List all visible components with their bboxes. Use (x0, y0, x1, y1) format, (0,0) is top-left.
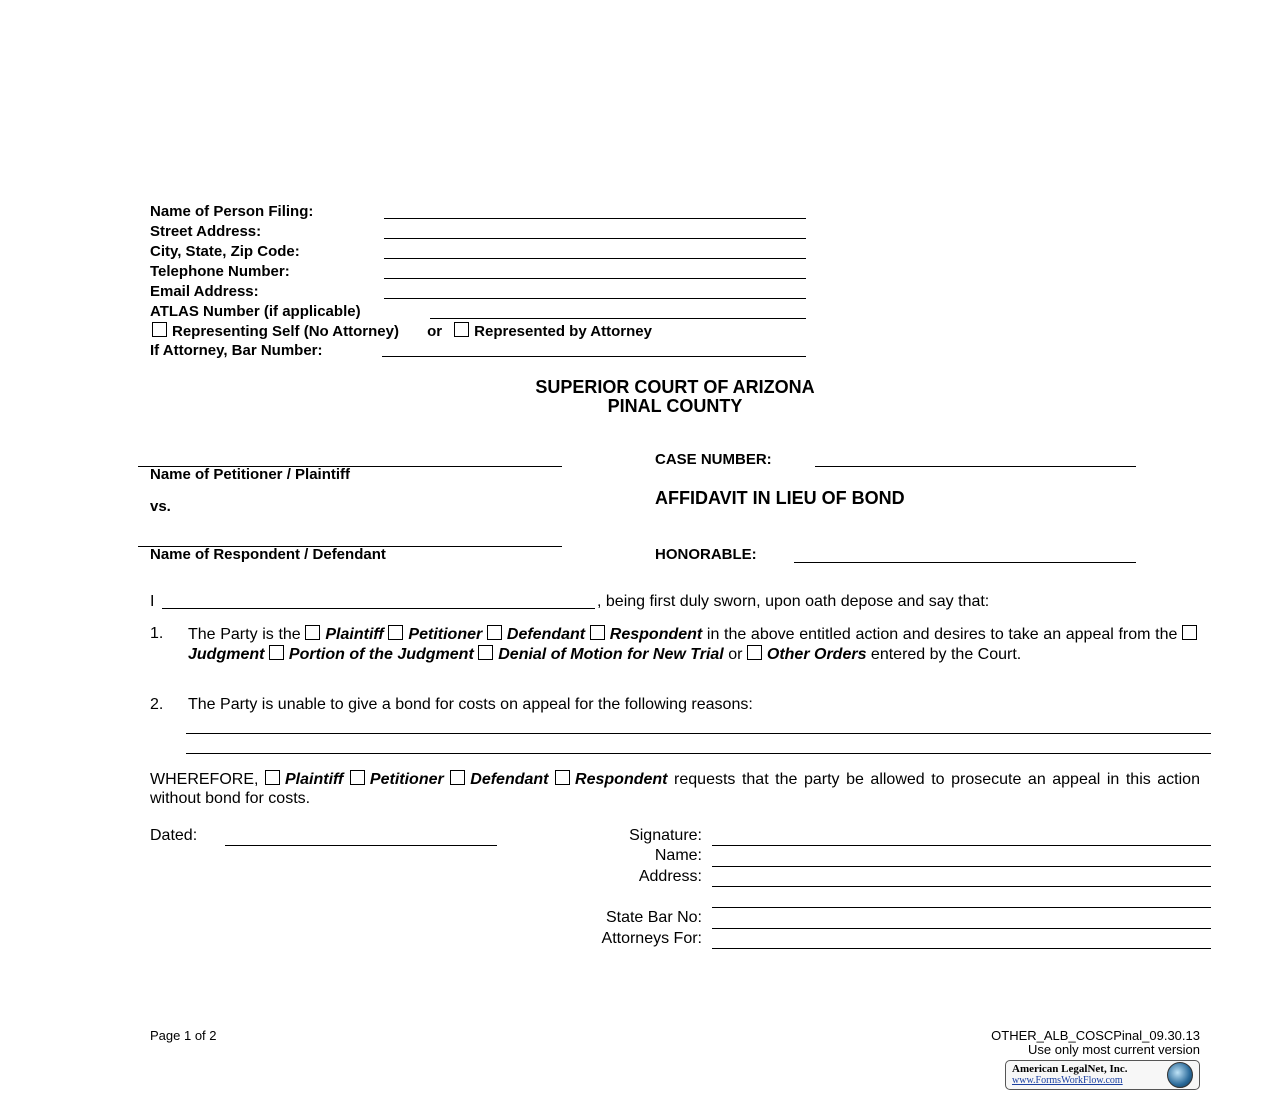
wherefore-petitioner-checkbox[interactable] (350, 770, 365, 785)
portion-judgment-label: Portion of the Judgment (288, 645, 474, 663)
page-number: Page 1 of 2 (150, 1028, 217, 1043)
wherefore-suffix: requests that the party be allowed to prosecute an appeal in this action without bond for costs. (150, 771, 1200, 807)
item-2-number: 2. (150, 696, 164, 713)
address-field-line-2[interactable] (712, 907, 1211, 908)
city-state-zip-label: City, State, Zip Code: (150, 243, 300, 260)
street-address-label: Street Address: (150, 223, 262, 240)
county-name: PINAL COUNTY (607, 396, 743, 416)
other-orders-label: Other Orders (766, 645, 867, 663)
wherefore-prefix: WHEREFORE, (150, 771, 259, 788)
court-name: SUPERIOR COURT OF ARIZONA (535, 377, 815, 397)
document-title: AFFIDAVIT IN LIEU OF BOND (655, 488, 905, 508)
telephone-number-field[interactable] (384, 278, 806, 279)
party-defendant-label: Defendant (506, 626, 586, 643)
represented-by-attorney-checkbox[interactable] (454, 322, 469, 337)
case-number-field[interactable] (815, 466, 1136, 467)
wherefore-respondent-label: Respondent (575, 771, 668, 788)
represented-by-attorney-label: Represented by Attorney (474, 323, 652, 340)
name-of-person-filing-field[interactable] (384, 218, 806, 219)
item-1-or: or (728, 645, 743, 663)
item-2-text: The Party is unable to give a bond for costs on appeal for the following reasons: (188, 696, 753, 713)
wherefore-defendant-label: Defendant (470, 771, 549, 788)
email-address-field[interactable] (384, 298, 806, 299)
or-label: or (427, 323, 443, 340)
state-bar-no-label: State Bar No: (605, 909, 702, 926)
name-label: Name: (654, 847, 702, 864)
street-address-field[interactable] (384, 238, 806, 239)
affiant-intro-prefix: I (150, 593, 155, 610)
signature-label: Signature: (629, 827, 702, 844)
logo-company-name: American LegalNet, Inc. (1012, 1063, 1128, 1075)
denial-motion-label: Denial of Motion for New Trial (498, 645, 724, 663)
dated-field[interactable] (225, 845, 497, 846)
bar-number-label: If Attorney, Bar Number: (150, 342, 323, 359)
reasons-line-1[interactable] (186, 733, 1211, 734)
party-respondent-checkbox[interactable] (590, 625, 605, 640)
item-1-text-c: entered by the Court. (870, 645, 1022, 663)
address-label: Address: (638, 868, 702, 885)
wherefore-paragraph (150, 770, 1200, 808)
item-1-paragraph (188, 625, 1202, 664)
petitioner-label: Name of Petitioner / Plaintiff (150, 466, 351, 483)
party-plaintiff-label: Plaintiff (325, 626, 384, 643)
representing-self-checkbox[interactable] (152, 322, 167, 337)
attorneys-for-field[interactable] (712, 948, 1211, 949)
item-1-number: 1. (150, 625, 164, 642)
portion-judgment-checkbox[interactable] (269, 645, 284, 660)
dated-label: Dated: (150, 827, 198, 844)
item-1-text-b: in the above entitled action and desires to take an appeal from the (706, 626, 1178, 643)
affiant-intro-suffix: , being first duly sworn, upon oath depose and say that: (597, 593, 990, 610)
attorneys-for-label: Attorneys For: (601, 930, 702, 947)
item-1-text-a: The Party is the (188, 626, 301, 643)
email-address-label: Email Address: (150, 283, 259, 300)
party-defendant-checkbox[interactable] (487, 625, 502, 640)
other-orders-checkbox[interactable] (747, 645, 762, 660)
signature-field[interactable] (712, 845, 1211, 846)
wherefore-petitioner-label: Petitioner (369, 771, 444, 788)
representing-self-label: Representing Self (No Attorney) (172, 323, 399, 340)
address-field-line-1[interactable] (712, 886, 1211, 887)
denial-motion-checkbox[interactable] (478, 645, 493, 660)
affiant-name-field[interactable] (162, 608, 595, 609)
party-petitioner-checkbox[interactable] (388, 625, 403, 640)
vs-label: vs. (150, 498, 171, 515)
atlas-number-field[interactable] (430, 318, 806, 319)
american-legalnet-logo[interactable] (1005, 1060, 1200, 1090)
name-of-person-filing-label: Name of Person Filing: (150, 203, 314, 220)
wherefore-plaintiff-label: Plaintiff (285, 771, 344, 788)
judgment-checkbox[interactable] (1182, 625, 1197, 640)
respondent-label: Name of Respondent / Defendant (150, 546, 386, 563)
reasons-line-2[interactable] (186, 753, 1211, 754)
version-note: Use only most current version (1028, 1042, 1200, 1057)
wherefore-respondent-checkbox[interactable] (555, 770, 570, 785)
judgment-label: Judgment (188, 645, 265, 663)
atlas-number-label: ATLAS Number (if applicable) (150, 303, 361, 320)
party-plaintiff-checkbox[interactable] (305, 625, 320, 640)
representation-row (152, 322, 652, 340)
globe-icon (1167, 1062, 1193, 1088)
name-field[interactable] (712, 866, 1211, 867)
telephone-number-label: Telephone Number: (150, 263, 290, 280)
case-number-label: CASE NUMBER: (655, 451, 772, 468)
party-respondent-label: Respondent (609, 626, 703, 643)
bar-number-field[interactable] (382, 356, 806, 357)
state-bar-no-field[interactable] (712, 928, 1211, 929)
form-code: OTHER_ALB_COSCPinal_09.30.13 (991, 1028, 1200, 1043)
wherefore-defendant-checkbox[interactable] (450, 770, 465, 785)
wherefore-plaintiff-checkbox[interactable] (265, 770, 280, 785)
logo-website-link[interactable]: www.FormsWorkFlow.com (1012, 1075, 1123, 1086)
city-state-zip-field[interactable] (384, 258, 806, 259)
honorable-field[interactable] (794, 562, 1136, 563)
honorable-label: HONORABLE: (655, 546, 757, 563)
party-petitioner-label: Petitioner (408, 626, 483, 643)
